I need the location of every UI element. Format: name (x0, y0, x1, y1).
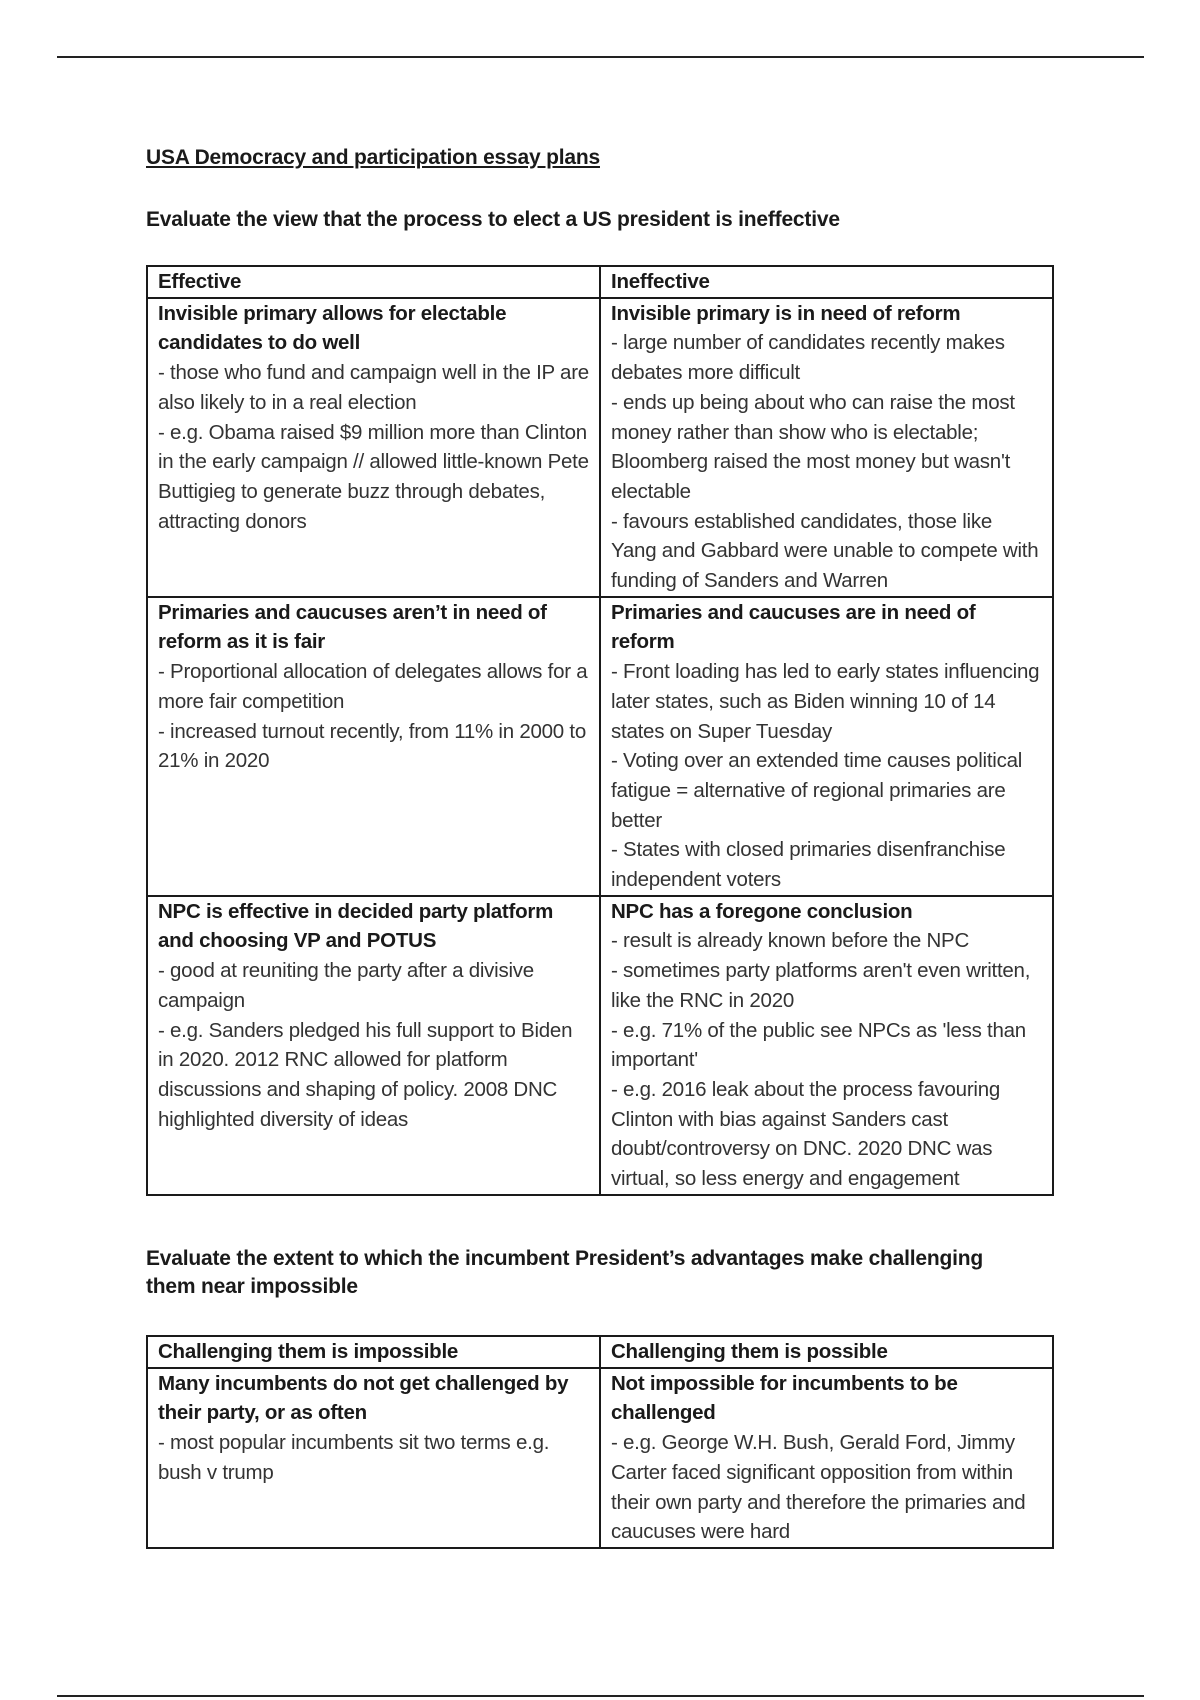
essay-plan-table-2 (146, 1335, 1054, 1549)
argument-line: - favours established candidates, those like Yang and Gabbard were unable to compete with funding of Sanders and Warren (611, 509, 1039, 593)
argument-line: - States with closed primaries disenfranchise independent voters (611, 838, 1006, 892)
argument-line: - large number of candidates recently makes debates more difficult (611, 331, 1005, 385)
table-cell (600, 896, 1053, 1195)
argument-line: - most popular incumbents sit two terms e.g. bush v trump (158, 1431, 550, 1484)
argument-line: - e.g. Obama raised $9 million more than Clinton in the early campaign // allowed little-known Pete Buttigieg to generate buzz through debates, attracting donors (158, 420, 589, 533)
table-cell (147, 597, 600, 896)
column-header-impossible: Challenging them is impossible (147, 1336, 600, 1368)
table-cell (600, 298, 1053, 597)
table-cell (600, 1368, 1053, 1548)
argument-heading: NPC has a foregone conclusion (611, 899, 913, 923)
argument-line: - ends up being about who can raise the most money rather than show who is electable; Bloomberg raised the most money but wasn't electable (611, 390, 1015, 503)
table-cell (600, 597, 1053, 896)
column-header-effective: Effective (147, 266, 600, 298)
table-row (147, 298, 1053, 597)
column-header-possible: Challenging them is possible (600, 1336, 1053, 1368)
argument-heading: Invisible primary allows for electable candidates to do well (158, 301, 507, 355)
argument-line: - result is already known before the NPC (611, 929, 970, 953)
page-top-rule (57, 56, 1144, 58)
argument-heading: NPC is effective in decided party platform and choosing VP and POTUS (158, 899, 554, 953)
table-cell (147, 298, 600, 597)
argument-heading: Primaries and caucuses are in need of reform (611, 600, 976, 654)
argument-line: - Voting over an extended time causes political fatigue = alternative of regional primaries are better (611, 749, 1023, 832)
table-row (147, 896, 1053, 1195)
argument-line: - good at reuniting the party after a divisive campaign (158, 959, 534, 1012)
essay-question-1: Evaluate the view that the process to elect a US president is ineffective (146, 208, 840, 231)
argument-line: - e.g. Sanders pledged his full support to Biden in 2020. 2012 RNC allowed for platform discussions and shaping of policy. 2008 DNC highlighted diversity of ideas (158, 1018, 573, 1131)
argument-line: - e.g. 2016 leak about the process favouring Clinton with bias against Sanders cast doubt/controversy on DNC. 2020 DNC was virtual, so less energy and engagement (611, 1077, 1001, 1191)
argument-line: - sometimes party platforms aren't even written, like the RNC in 2020 (611, 959, 1031, 1012)
table-row (147, 1368, 1053, 1548)
table-header-row (147, 266, 1053, 298)
argument-heading: Invisible primary is in need of reform (611, 301, 961, 325)
argument-heading: Many incumbents do not get challenged by their party, or as often (158, 1371, 569, 1425)
column-header-ineffective: Ineffective (600, 266, 1053, 298)
essay-plan-table-1 (146, 265, 1054, 1196)
argument-line: - Front loading has led to early states influencing later states, such as Biden winning 10 of 14 states on Super Tuesday (611, 660, 1040, 743)
argument-heading: Primaries and caucuses aren’t in need of reform as it is fair (158, 600, 547, 654)
table-cell (147, 1368, 600, 1548)
table-header-row (147, 1336, 1053, 1368)
argument-line: - those who fund and campaign well in the IP are also likely to in a real election (158, 361, 589, 414)
document-title: USA Democracy and participation essay plans (146, 146, 600, 169)
table-cell (147, 896, 600, 1195)
argument-line: - e.g. 71% of the public see NPCs as 'less than important' (611, 1018, 1026, 1072)
table-row (147, 597, 1053, 896)
essay-question-2: Evaluate the extent to which the incumbent President’s advantages make challenging them near impossible (146, 1247, 984, 1298)
page-bottom-rule (57, 1695, 1144, 1697)
argument-heading: Not impossible for incumbents to be challenged (611, 1371, 958, 1425)
argument-line: - increased turnout recently, from 11% in 2000 to 21% in 2020 (158, 719, 586, 773)
argument-line: - Proportional allocation of delegates allows for a more fair competition (158, 660, 588, 713)
argument-line: - e.g. George W.H. Bush, Gerald Ford, Jimmy Carter faced significant opposition from within their own party and therefore the primaries and caucuses were hard (611, 1431, 1026, 1544)
